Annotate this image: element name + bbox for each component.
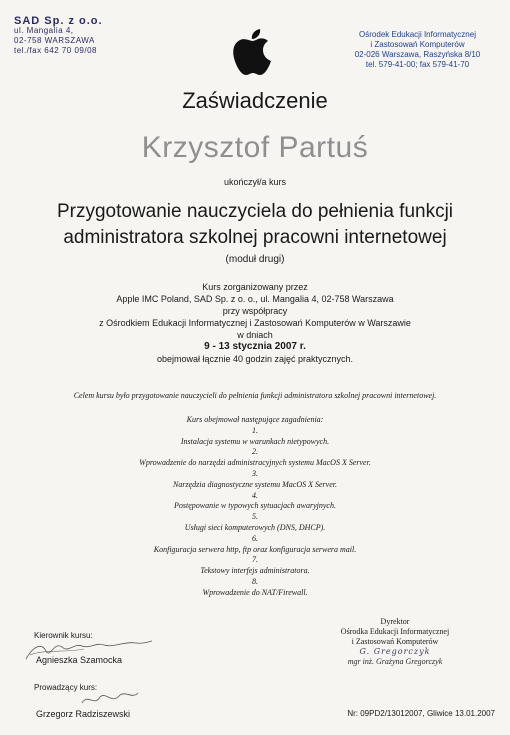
course-manager-label: Kierownik kursu: [34, 631, 93, 640]
org-line-5: w dniach [237, 330, 273, 340]
list-item: Postępowanie w typowych sytuacjach awaryjnych. [174, 501, 336, 511]
list-item-number: 7. [252, 555, 258, 565]
course-dates: 9 - 13 stycznia 2007 r. [204, 341, 306, 352]
list-item: Wprowadzenie do narzędzi administracyjnych systemu MacOS X Server. [139, 458, 371, 468]
recipient-name: Krzysztof Partuś [141, 131, 369, 164]
list-item-number: 6. [252, 533, 258, 543]
instructor-signature-icon [80, 689, 140, 709]
list-item: Instalacja systemu w warunkach nietypowych. [180, 436, 330, 446]
partner-name-2: i Zastosowań Komputerów [370, 40, 465, 49]
director-institution-2: i Zastosowań Komputerów [351, 637, 439, 646]
list-item-number: 2. [252, 447, 258, 457]
course-title-line1: Przygotowanie nauczyciela do pełnienia funkcji [56, 201, 454, 222]
partner-phone: tel. 579-41-00; fax 579-41-70 [365, 60, 470, 69]
organization-block [0, 281, 510, 365]
stamp-company-name: SAD Sp. z o.o. [14, 15, 103, 27]
partner-address: 02-026 Warszawa, Raszyńska 8/10 [354, 50, 481, 59]
instructor-name: Grzegorz Radziszewski [36, 709, 131, 719]
partner-name-1: Ośrodek Edukacji Informatycznej [359, 30, 476, 39]
org-line-1: Kurs zorganizowany przez [202, 282, 308, 292]
director-name: mgr inż. Grażyna Gregorczyk [347, 657, 443, 666]
list-item: Usługi sieci komputerowych (DNS, DHCP). [184, 522, 326, 532]
course-title-line2: administratora szkolnej pracowni internetowej [63, 227, 447, 248]
course-manager-name: Agnieszka Szamocka [36, 655, 123, 665]
course-goal: Celem kursu było przygotowanie nauczycieli do pełnienia funkcji administratora szkolnej pracowni internetowej. [73, 391, 437, 400]
list-item-number: 4. [252, 490, 258, 500]
instructor-label: Prowadzący kurs: [34, 683, 98, 692]
company-stamp [14, 16, 134, 56]
list-item: Konfiguracja serwera http, ftp oraz konfiguracja serwera mail. [153, 544, 357, 554]
list-item-number: 8. [252, 576, 258, 586]
stamp-phone: tel./fax 642 70 09/08 [14, 46, 97, 55]
list-item-number: 1. [252, 425, 258, 435]
director-signature-block [300, 617, 490, 667]
course-module: (moduł drugi) [225, 254, 285, 265]
certificate-title: Zaświadczenie [182, 88, 328, 113]
stamp-street: ul. Mangalia 4, [14, 26, 74, 35]
topics-header: Kurs obejmował następujące zagadnienia: [186, 415, 324, 424]
list-item: Tekstowy interfejs administratora. [200, 566, 310, 576]
topics-list [0, 415, 510, 599]
partner-stamp [335, 30, 500, 70]
apple-logo-icon [231, 27, 273, 77]
certificate-reference: Nr: 09PD2/13012007, Gliwice 13.01.2007 [347, 709, 495, 718]
org-line-3: przy współpracy [222, 306, 288, 316]
list-item-number: 5. [252, 512, 258, 522]
director-handwritten-signature: G. Gregorczyk [359, 647, 431, 656]
org-line-2: Apple IMC Poland, SAD Sp. z o. o., ul. Mangalia 4, 02-758 Warszawa [116, 294, 394, 304]
stamp-city: 02-758 WARSZAWA [14, 36, 95, 45]
org-line-4: z Ośrodkiem Edukacji Informatycznej i Zastosowań Komputerów w Warszawie [99, 318, 411, 328]
director-role: Dyrektor [380, 617, 410, 626]
list-item: Narzędzia diagnostyczne systemu MacOS X Server. [173, 479, 337, 489]
list-item-number: 3. [252, 468, 258, 478]
completed-label: ukończył/a kurs [223, 177, 287, 187]
list-item: Wprowadzenie do NAT/Firewall. [202, 587, 308, 597]
course-hours: obejmował łącznie 40 godzin zajęć praktycznych. [156, 354, 354, 364]
director-institution-1: Ośrodka Edukacji Informatycznej [340, 627, 450, 636]
